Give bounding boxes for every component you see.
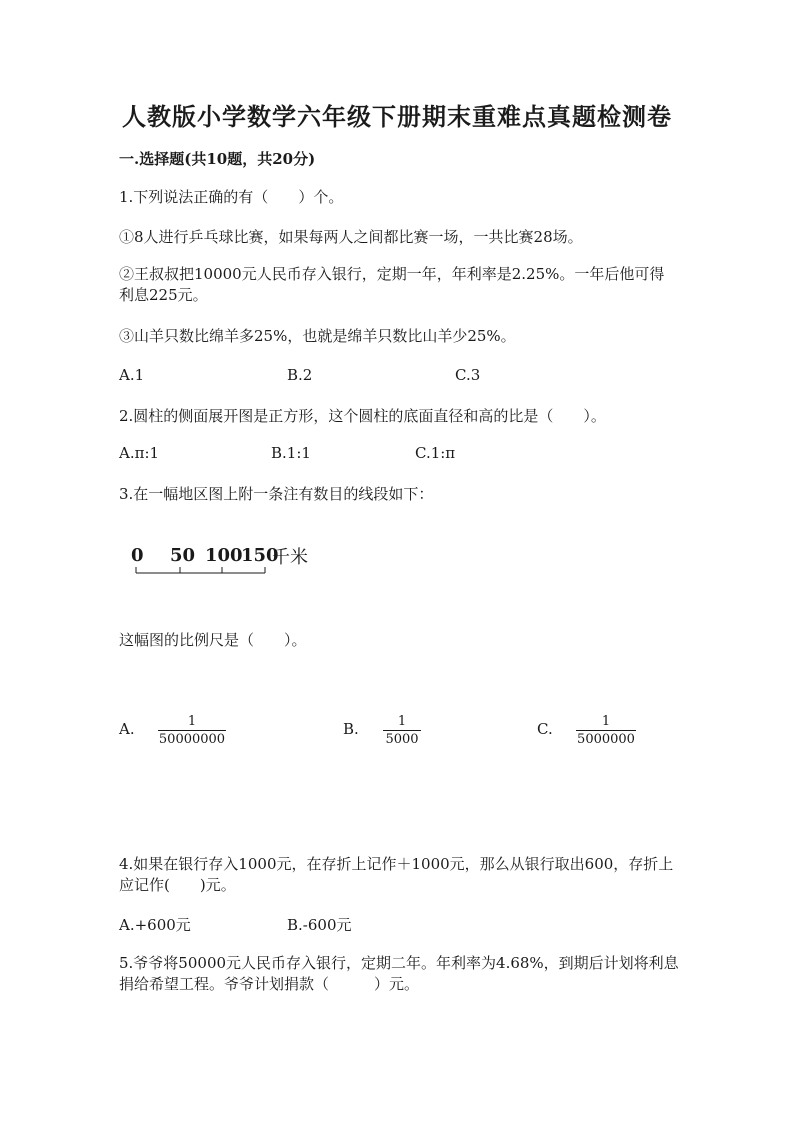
scale-tick-label: 150	[241, 545, 279, 566]
scale-tick-label: 100	[205, 545, 243, 566]
question-3-question: 这幅图的比例尺是（ ）。	[119, 631, 307, 649]
question-1-statement-1: ①8人进行乒乓球比赛，如果每两人之间都比赛一场，一共比赛28场。	[119, 228, 583, 246]
scale-unit-label: 千米	[272, 547, 308, 568]
fraction-numerator: 1	[187, 714, 197, 729]
scale-line	[130, 562, 270, 578]
fraction-denominator: 5000000	[577, 732, 635, 747]
question-3-option-b-label: B.	[343, 720, 359, 738]
scale-tick-label: 50	[170, 545, 196, 566]
question-1-option-c: C.3	[455, 366, 481, 384]
fraction-denominator: 5000	[383, 730, 421, 748]
question-1-statement-2: ②王叔叔把10000元人民币存入银行，定期一年，年利率是2.25%。一年后他可得利息225元。	[119, 265, 665, 304]
scale-tick-label: 0	[131, 545, 144, 566]
question-3-stem: 3.在一幅地区图上附一条注有数目的线段如下：	[119, 485, 434, 503]
question-4-option-b: B.-600元	[287, 916, 352, 934]
section-heading: 一.选择题(共10题，共20分)	[119, 150, 316, 168]
fraction-numerator: 1	[601, 714, 611, 729]
question-3-option-c-label: C.	[537, 720, 553, 738]
question-2-stem: 2.圆柱的侧面展开图是正方形，这个圆柱的底面直径和高的比是（ ）。	[119, 407, 606, 425]
page-title: 人教版小学数学六年级下册期末重难点真题检测卷	[122, 102, 672, 131]
fraction-denominator: 50000000	[158, 732, 226, 747]
question-1-option-b: B.2	[287, 366, 313, 384]
question-5-stem: 5.爷爷将50000元人民币存入银行，定期二年。年利率为4.68%，到期后计划将利息捐给希望工程。爷爷计划捐款（ ）元。	[119, 954, 679, 993]
question-1-stem: 1.下列说法正确的有（ ）个。	[119, 188, 344, 206]
question-3-option-b-fraction	[383, 714, 421, 748]
question-3-option-a-label: A.	[119, 720, 135, 738]
question-2-option-c: C.1:π	[415, 444, 456, 462]
question-3-option-a-fraction	[158, 714, 226, 748]
fraction-numerator: 1	[397, 714, 407, 729]
question-4-option-a: A.+600元	[119, 916, 191, 934]
question-2-option-a: A.π:1	[119, 444, 160, 462]
question-2-option-b: B.1:1	[271, 444, 311, 462]
question-1-statement-3: ③山羊只数比绵羊多25%，也就是绵羊只数比山羊少25%。	[119, 327, 516, 345]
question-3-option-c-fraction	[576, 714, 636, 748]
question-1-option-a: A.1	[119, 366, 145, 384]
question-4-stem: 4.如果在银行存入1000元，在存折上记作＋1000元，那么从银行取出600，存折上应记作( )元。	[119, 855, 674, 894]
